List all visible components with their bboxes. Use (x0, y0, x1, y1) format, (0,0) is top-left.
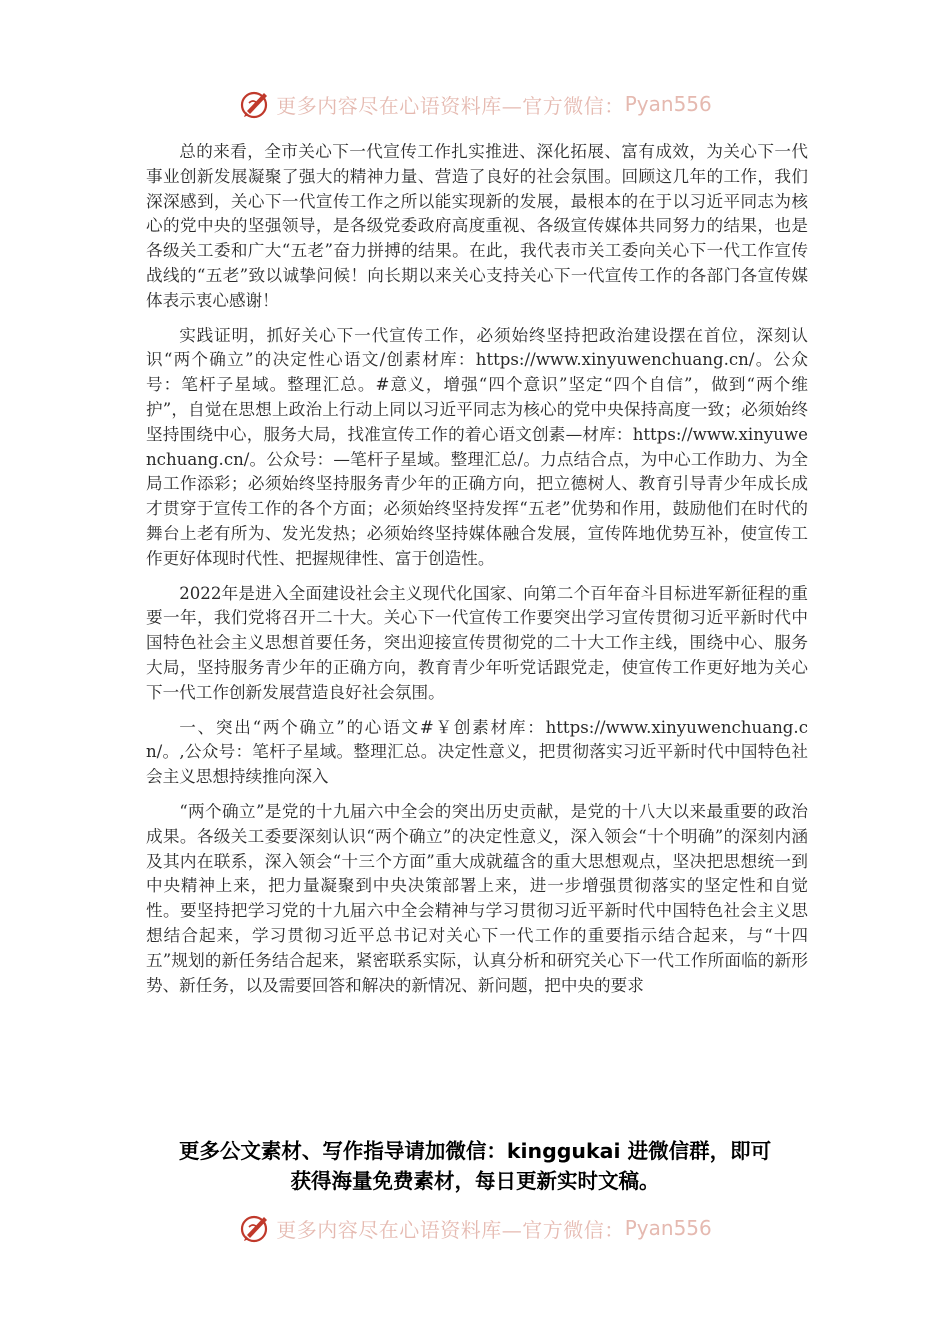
paragraph-2022: 2022年是进入全面建设社会主义现代化国家、向第二个百年奋斗目标进军新征程的重要一年，我们党将召开二十大。关心下一代宣传工作要突出学习宣传贯彻习近平新时代中国特色社会主义思想首要任务，突出迎接宣传贯彻党的二十大工作主线，围绕中心、服务大局，坚持服务青少年的正确方向，教育青少年听党话跟党走，使宣传工作更好地为关心下一代工作创新发展营造良好社会氛围。 (146, 583, 808, 702)
footer-watermark-contact: Pyan556 (624, 1216, 712, 1240)
header-watermark-contact: Pyan556 (624, 92, 712, 116)
promo-notice (120, 1136, 830, 1196)
paragraph-two-establishments: “两个确立”是党的十九届六中全会的突出历史贡献，是党的十八大以来最重要的政治成果。各级关工委要深刻认识“两个确立”的决定性意义，深入领会“十个明确”的深刻内涵及其内在联系，深入领会“十三个方面”重大成就蕴含的重大思想观点，坚决把思想统一到中央精神上来，把力量凝聚到中央决策部署上来，进一步增强贯彻落实的坚定性和自觉性。要坚持把学习党的十九届六中全会精神与学习贯彻习近平新时代中国特色社会主义思想结合起来，学习贯彻习近平总书记对关心下一代工作的重要指示结合起来，与“十四五”规划的新任务结合起来，紧密联系实际，认真分析和研究关心下一代工作所面临的新形势、新任务，以及需要回答和解决的新情况、新问题，把中央的要求 (146, 801, 808, 995)
pen-logo-icon (238, 1211, 272, 1245)
header-watermark-banner (0, 84, 950, 124)
footer-watermark-text: 更多内容尽在心语资料库—官方微信： (276, 1217, 625, 1242)
header-watermark-text: 更多内容尽在心语资料库—官方微信： (276, 93, 625, 118)
paragraph-summary: 总的来看，全市关心下一代宣传工作扎实推进、深化拓展、富有成效，为关心下一代事业创新发展凝聚了强大的精神力量、营造了良好的社会氛围。回顾这几年的工作，我们深深感到，关心下一代宣传工作之所以能实现新的发展，最根本的在于以习近平同志为核心的党中央的坚强领导，是各级党委政府高度重视、各级宣传媒体共同努力的结果，也是各级关工委和广大“五老”奋力拼搏的结果。在此，我代表市关工委向关心下一代工作宣传战线的“五老”致以诚挚问候！向长期以来关心支持关心下一代宣传工作的各部门各宣传媒体表示衷心感谢！ (146, 142, 808, 310)
pen-logo-icon (238, 87, 272, 121)
paragraph-practice-proves: 实践证明，抓好关心下一代宣传工作，必须始终坚持把政治建设摆在首位，深刻认识“两个确立”的决定性心语文/创素材库：https://www.xinyuwenchuang.cn/。公众号：笔杆子星域。整理汇总。#意义，增强“四个意识”坚定“四个自信”，做到“两个维护”，自觉在思想上政治上行动上同以习近平同志为核心的党中央保持高度一致；必须始终坚持围绕中心，服务大局，找准宣传工作的着心语文创素—材库：https://www.xinyuwenchuang.cn/。公众号：—笔杆子星域。整理汇总/。力点结合点，为中心工作助力、为全局工作添彩；必须始终坚持服务青少年的正确方向，把立德树人、教育引导青少年成长成才贯穿于宣传工作的各个方面；必须始终坚持发挥“五老”优势和作用，鼓励他们在时代的舞台上老有所为、发光发热；必须始终坚持媒体融合发展，宣传阵地优势互补，使宣传工作更好体现时代性、把握规律性、富于创造性。 (146, 325, 808, 568)
promo-line-1: 更多公文素材、写作指导请加微信：kinggukai 进微信群，即可 (178, 1139, 772, 1163)
footer-watermark-banner (0, 1208, 950, 1248)
promo-line-2: 获得海量免费素材，每日更新实时文稿。 (290, 1169, 660, 1193)
section-heading-one: 一、突出“两个确立”的心语文#￥创素材库：https://www.xinyuwenchuang.cn/。,公众号：笔杆子星域。整理汇总。决定性意义，把贯彻落实习近平新时代中国特色社会主义思想持续推向深入 (146, 717, 808, 787)
document-body (146, 140, 808, 1008)
